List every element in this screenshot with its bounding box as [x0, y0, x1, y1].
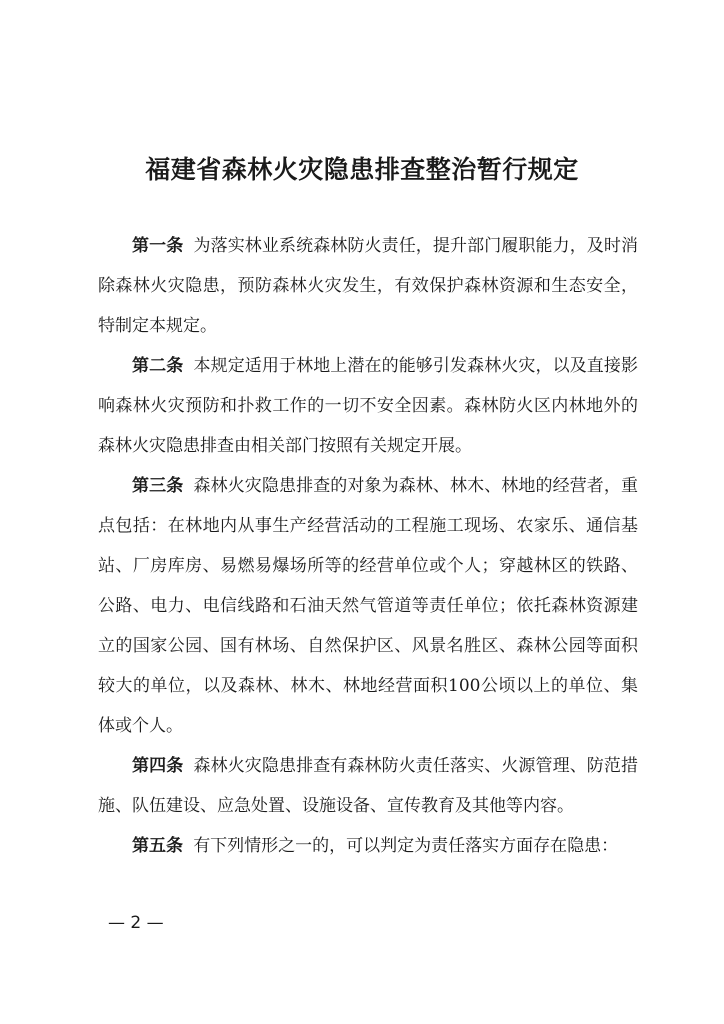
article-label: 第五条 — [132, 836, 183, 856]
article-label: 第三条 — [132, 476, 184, 496]
article-text: 本规定适用于林地上潜在的能够引发森林火灾，以及直接影响森林火灾预防和扑救工作的一切不安全因素。森林防火区内林地外的森林火灾隐患排查由相关部门按照有关规定开展。 — [98, 356, 639, 456]
article-paragraph — [98, 346, 638, 466]
article-text: 为落实林业系统森林防火责任，提升部门履职能力，及时消除森林火灾隐患，预防森林火灾发生，有效保护森林资源和生态安全，特制定本规定。 — [98, 236, 639, 336]
article-paragraph — [98, 746, 638, 826]
page-number: — 2 — — [108, 913, 164, 933]
article-text: 森林火灾隐患排查有森林防火责任落实、火源管理、防范措施、队伍建设、应急处置、设施设备、宣传教育及其他等内容。 — [98, 756, 639, 816]
article-label: 第四条 — [132, 756, 184, 776]
document-body — [98, 226, 638, 866]
article-paragraph — [98, 466, 638, 746]
article-label: 第一条 — [132, 236, 184, 256]
document-title: 福建省森林火灾隐患排查整治暂行规定 — [145, 155, 579, 184]
article-text: 有下列情形之一的，可以判定为责任落实方面存在隐患： — [193, 836, 619, 856]
article-label: 第二条 — [132, 356, 184, 376]
article-paragraph — [98, 826, 638, 866]
article-paragraph — [98, 226, 638, 346]
article-text: 森林火灾隐患排查的对象为森林、林木、林地的经营者，重点包括：在林地内从事生产经营活动的工程施工现场、农家乐、通信基站、厂房库房、易燃易爆场所等的经营单位或个人；穿越林区的铁路、公路、电力、电信线路和石油天然气管道等责任单位；依托森林资源建立的国家公园、国有林场、自然保护区、风景名胜区、森林公园等面积较大的单位，以及森林、林木、林地经营面积100公顷以上的单位、集体或个人。 — [98, 476, 639, 736]
